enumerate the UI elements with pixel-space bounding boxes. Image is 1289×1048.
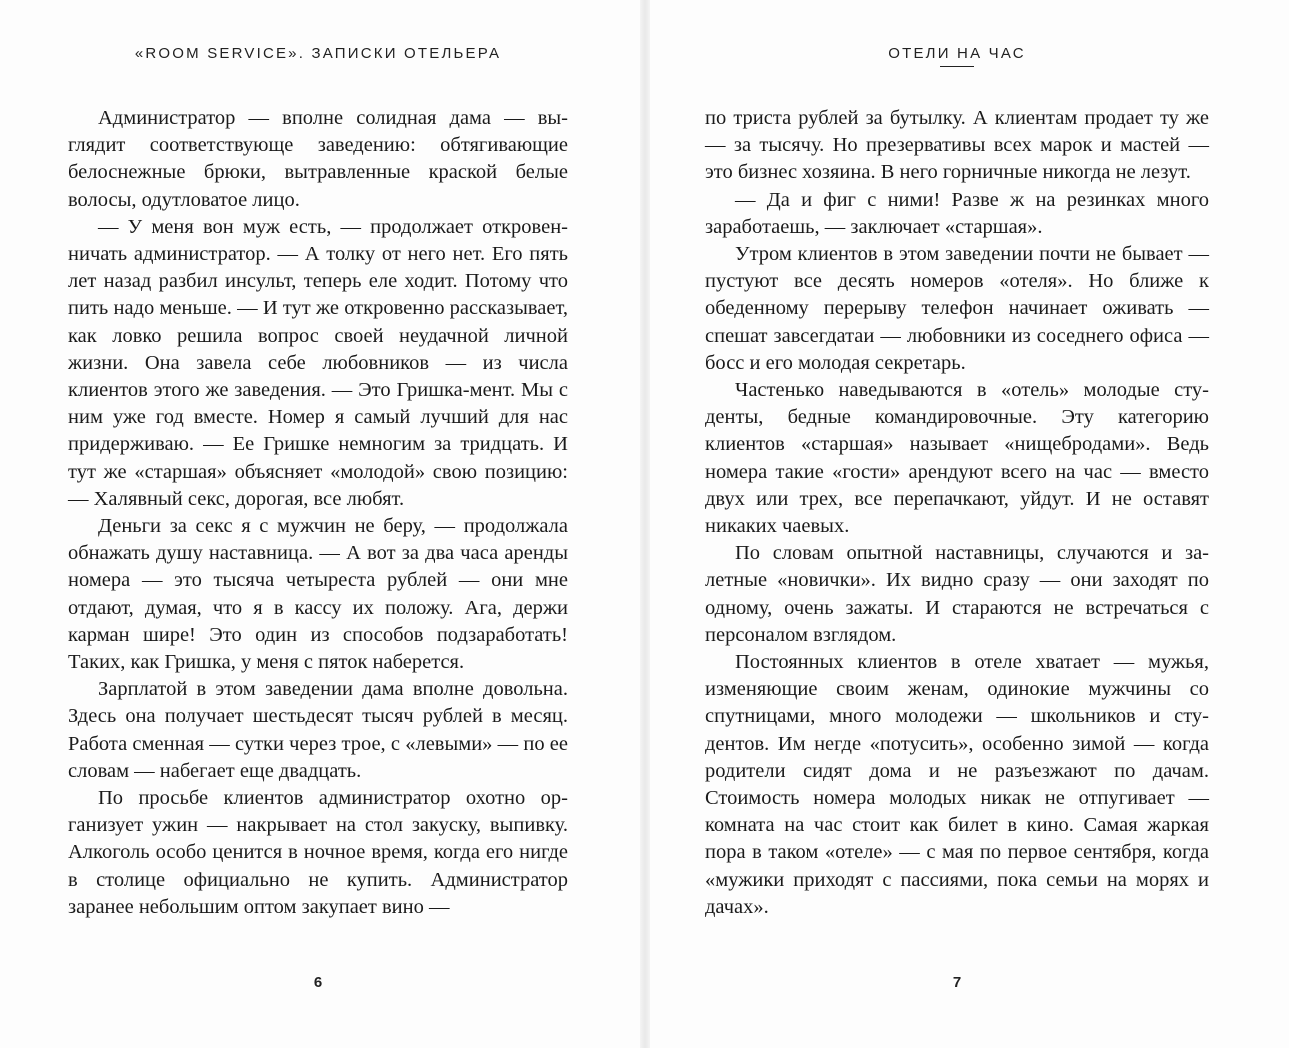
right-paragraph-6: Постоянных клиентов в отеле хватает — мужья, изменяющие своим женам, одинокие мужчины со спутницами, много молодежи — школьников и студентов. Им негде «потусить», особенно зимой — когда родители сидят дома и не разъезжают по дачам. Стоимость номера молодых никак не отпугивает — комната на час стоит как билет в кино. Самая жаркая пора в таком «отеле» — с мая по первое сентября, когда «мужики приходят с пассиями, пока семьи на морях и дачах». [705, 651, 1209, 918]
book-gutter [640, 0, 650, 1048]
left-page-body [68, 105, 568, 921]
left-paragraph-4: Зарплатой в этом заведении дама вполне довольна. Здесь она получает шестьдесят тысяч рублей в месяц. Работа сменная — сутки через трое, с «левыми» — по ее словам — набегает еще двадцать. [68, 678, 568, 782]
right-running-head-text: ОТЕЛИ НА ЧАС [888, 45, 1026, 62]
right-page-number: 7 [952, 974, 962, 991]
left-page [68, 0, 568, 1048]
right-paragraph-1: по триста рублей за бутылку. А клиентам продает ту же — за тысячу. Но презервативы всех марок и мастей — это бизнес хозяина. В него горничные никогда не лезут. [705, 107, 1209, 184]
right-page [705, 0, 1209, 1048]
left-paragraph-2: — У меня вон муж есть, — продолжает откровенничать администратор. — А толку от него нет. Его пять лет назад разбил инсульт, теперь еле ходит. Потому что пить надо меньше. — И тут же откровенно рассказывает, как ловко решила вопрос своей неудачной личной жизни. Она завела себе любовников — из числа клиентов этого же заведения. — Это Гришка-мент. Мы с ним уже год вместе. Номер я самый лучший для нас придерживаю. — Ее Гришке немногим за тридцать. И тут же «старшая» объясняет «молодой» свою позицию: — Халявный секс, дорогая, все любят. [68, 215, 568, 510]
right-running-head [705, 45, 1209, 67]
left-paragraph-1: Администратор — вполне солидная дама — выглядит соответствующе заведению: обтягивающие белоснежные брюки, вытравленные краской белые волосы, одутловатое лицо. [68, 107, 568, 211]
running-head-rule [940, 66, 974, 67]
left-paragraph-3: Деньги за секс я с мужчин не беру, — продолжала обнажать душу наставница. — А вот за два часа аренды номера — это тысяча четыреста рублей — они мне отдают, думая, что я в кассу их положу. Ага, держи карман шире! Это один из способов подзаработать! Таких, как Гришка, у меня с пяток наберется. [68, 515, 568, 674]
right-paragraph-3: Утром клиентов в этом заведении почти не бывает — пустуют все десять номеров «отеля». Но ближе к обеденному перерыву телефон начинает оживать — спешат завсегдатаи — любовники из соседнего офиса — босс и его молодая секретарь. [705, 243, 1209, 374]
right-paragraph-4: Частенько наведываются в «отель» молодые студенты, бедные командировочные. Эту категорию клиентов «старшая» называет «нищебродами». Ведь номера такие «гости» арендуют всего на час — вместо двух или трех, все перепачкают, уйдут. И не оставят никаких чаевых. [705, 379, 1209, 538]
right-paragraph-5: По словам опытной наставницы, случаются и залетные «новички». Их видно сразу — они заходят по одному, очень зажаты. И стараются не встречаться с персоналом взглядом. [705, 542, 1209, 646]
right-page-body [705, 105, 1209, 921]
left-paragraph-5: По просьбе клиентов администратор охотно организует ужин — накрывает на стол закуску, выпивку. Алкоголь особо ценится в ночное время, когда его нигде в столице официально не купить. Администратор заранее небольшим оптом закупает вино — [68, 787, 568, 918]
left-running-head [68, 45, 568, 62]
left-running-head-text: «ROOM SERVICE». ЗАПИСКИ ОТЕЛЬЕРА [134, 45, 502, 62]
left-page-number: 6 [313, 974, 323, 991]
right-paragraph-2: — Да и фиг с ними! Разве ж на резинках много заработаешь, — заключает «старшая». [705, 188, 1209, 238]
